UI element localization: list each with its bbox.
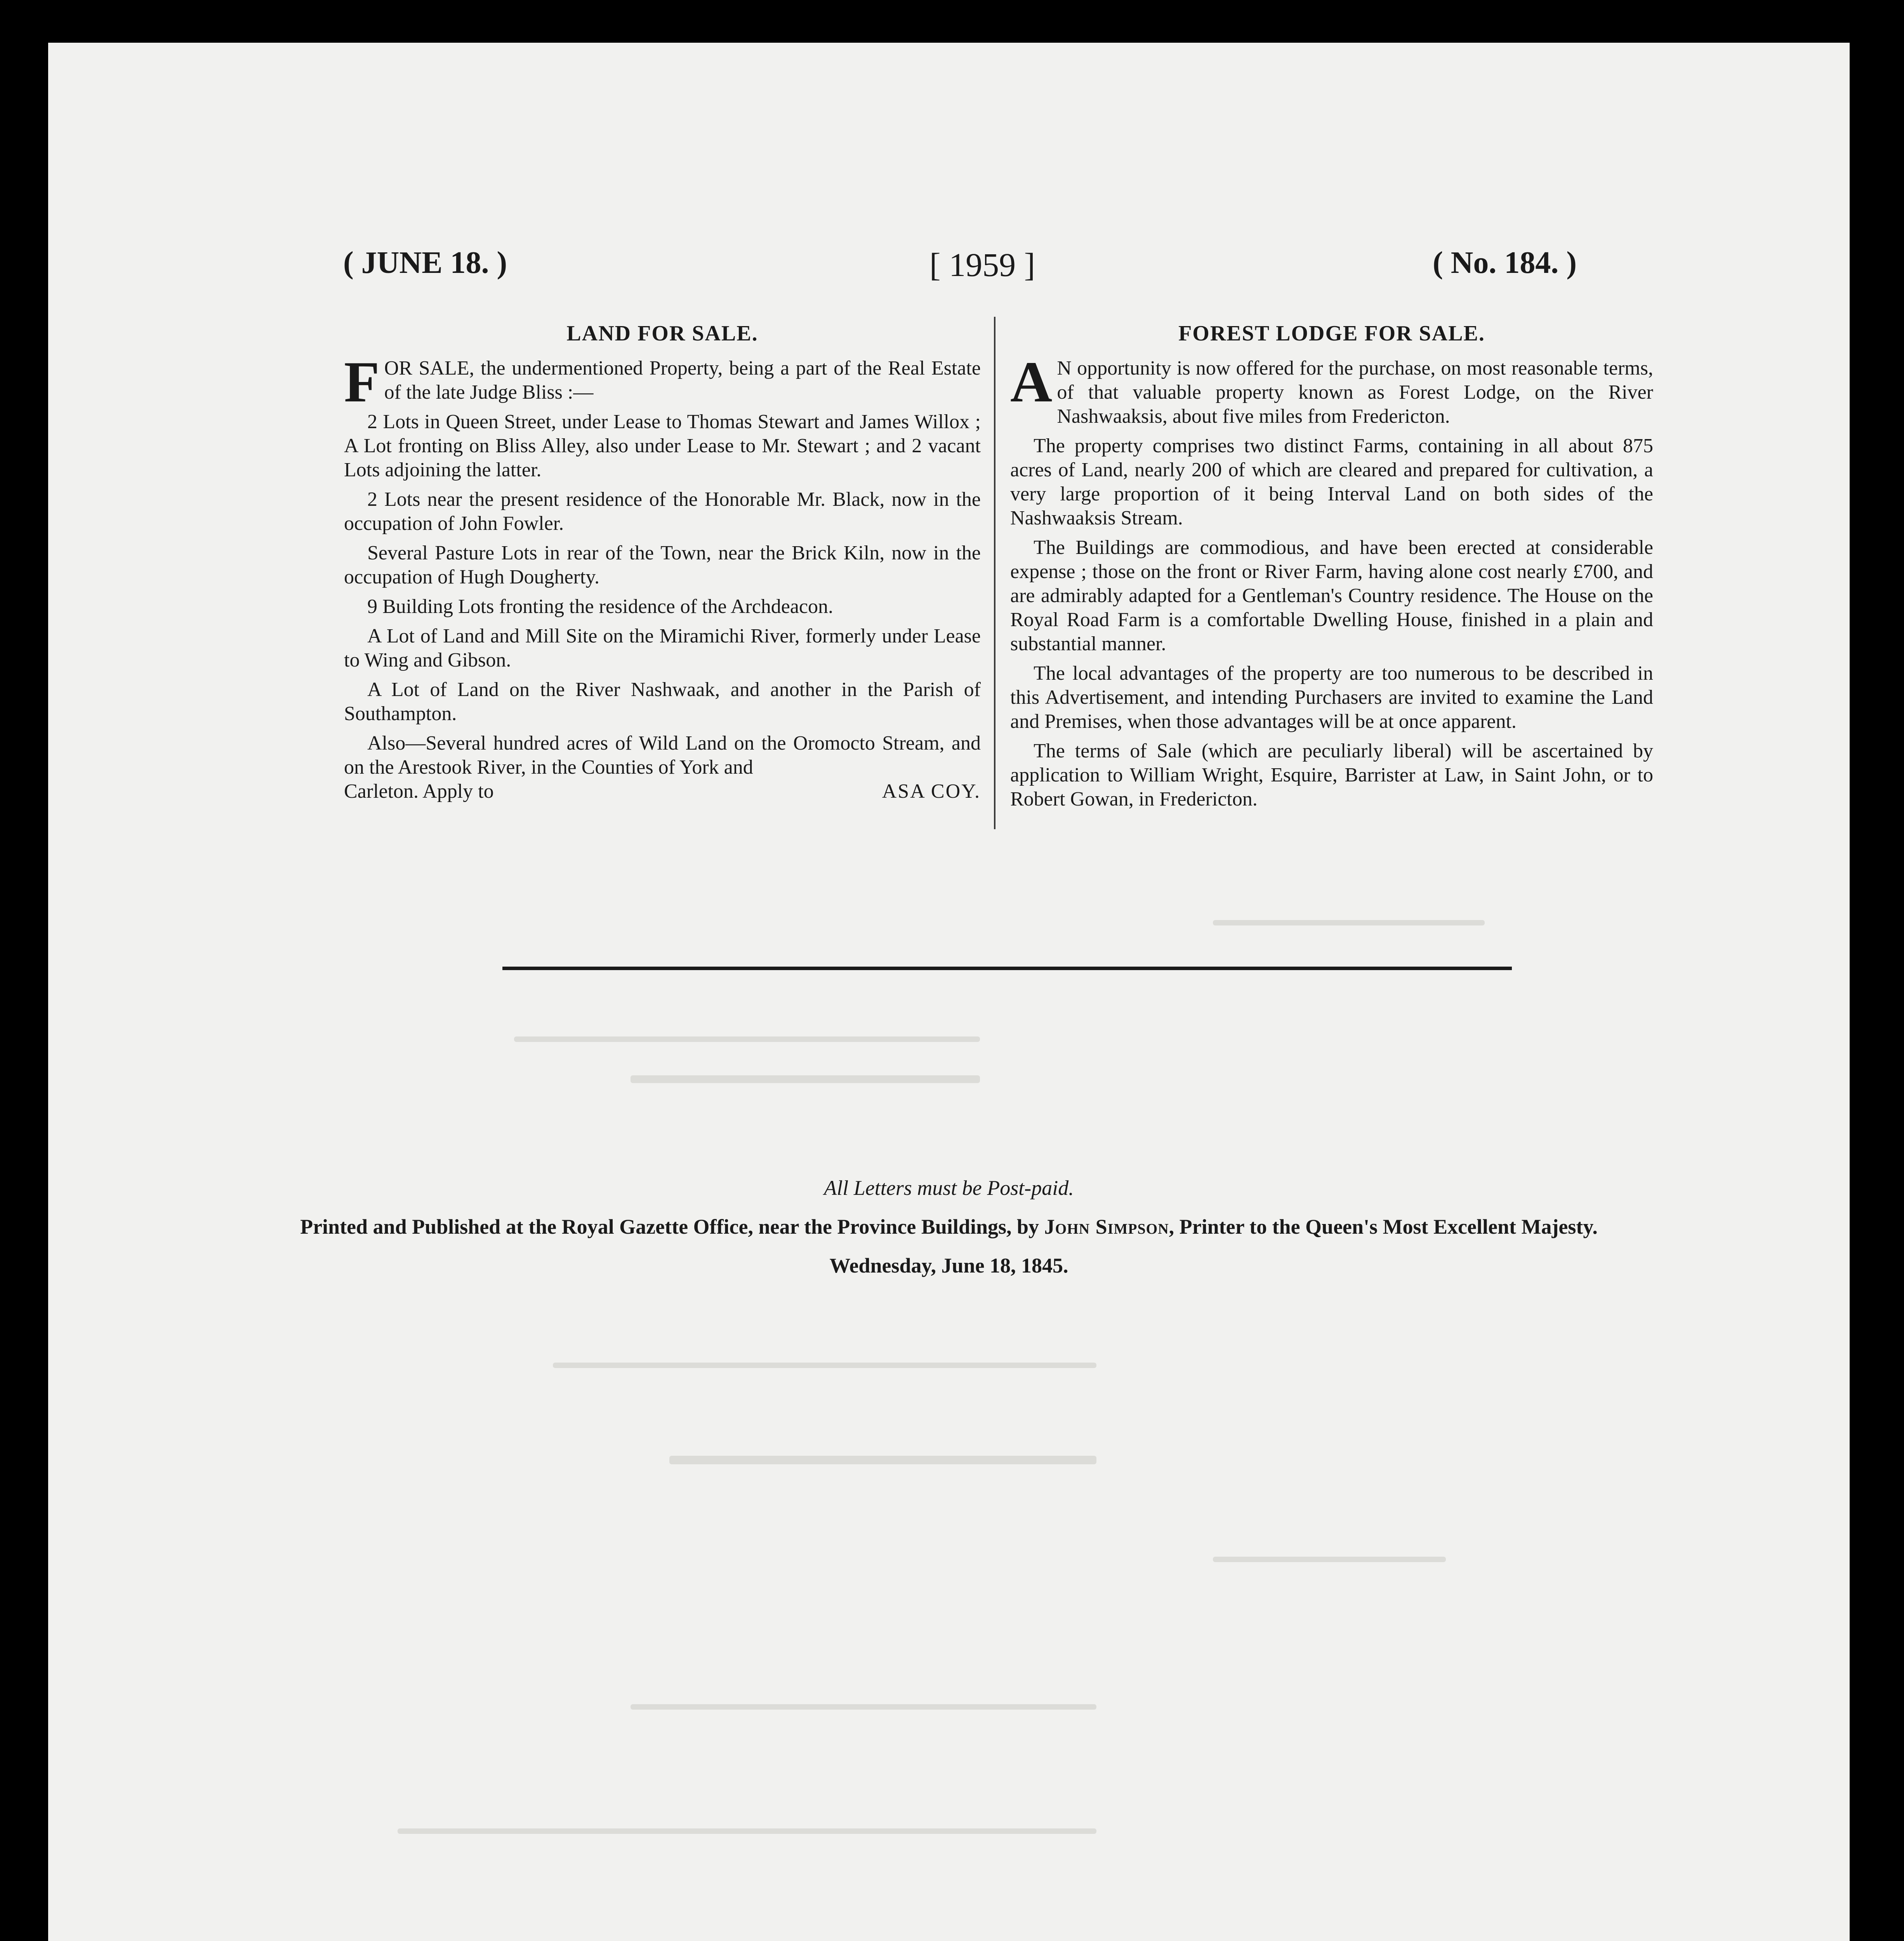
advertisement-title: FOREST LODGE FOR SALE. [1178, 321, 1485, 345]
closing-text: Carleton. Apply to [344, 780, 494, 802]
bleed-through-texture [398, 1828, 1096, 1834]
bleed-through-texture [553, 1363, 1096, 1368]
intro-text: OR SALE, the undermentioned Property, being a part of the Real Estate of the late Judge Bliss :— [384, 357, 981, 403]
bleed-through-texture [631, 1075, 980, 1083]
postage-notice: All Letters must be Post-paid. [824, 1176, 1074, 1200]
also-paragraph: Also—Several hundred acres of Wild Land on the Oromocto Stream, and on the Arestook River, in the Counties of York and [344, 732, 981, 778]
gazette-page [48, 43, 1850, 1941]
description-paragraph: The property comprises two distinct Farms, containing in all about 875 acres of Land, nearly 200 of which are cleared and prepared for cultivation, a very large proportion of it being Interval Land on both sides of the Nashwaaksis Stream. [1010, 435, 1653, 529]
advertisement-title: LAND FOR SALE. [566, 321, 758, 345]
bleed-through-texture [1213, 920, 1485, 925]
property-item: 2 Lots near the present residence of the Honorable Mr. Black, now in the occupation of John Fowler. [344, 488, 981, 535]
column-divider [994, 317, 995, 829]
drop-cap: F [344, 350, 380, 414]
advertisement-intro [1010, 350, 1653, 429]
page-header [48, 245, 1850, 292]
drop-cap: A [1010, 350, 1053, 414]
printer-name: John Simpson [1044, 1215, 1169, 1238]
signoff-line [344, 780, 981, 804]
bleed-through-texture [631, 1704, 1096, 1710]
land-for-sale-advertisement [344, 321, 981, 804]
advertisement-intro [344, 350, 981, 414]
description-paragraph: The local advantages of the property are too numerous to be described in this Advertisement, and intending Purchasers are invited to examine the Land and Premises, when those advantages will be at once apparent. [1010, 662, 1653, 733]
description-paragraph: The Buildings are commodious, and have been erected at considerable expense ; those on the front or River Farm, having alone cost nearly £700, and are admirably adapted for a Gentleman's Country residence. The House on the Royal Road Farm is a comfortable Dwelling House, finished in a plain and substantial manner. [1010, 536, 1653, 655]
signatory: ASA COY. [882, 780, 981, 802]
publication-date: Wednesday, June 18, 1845. [829, 1254, 1068, 1277]
intro-text: N opportunity is now offered for the purchase, on most reasonable terms, of that valuable property known as Forest Lodge, on the River Nashwaaksis, about five miles from Fredericton. [1057, 357, 1653, 427]
bleed-through-texture [514, 1036, 980, 1042]
imprint-text: Printed and Published at the Royal Gazette Office, near the Province Buildings, by [300, 1215, 1039, 1238]
description-paragraph: The terms of Sale (which are peculiarly liberal) will be ascertained by application to William Wright, Esquire, Barrister at Law, in Saint John, or to Robert Gowan, in Fredericton. [1010, 740, 1653, 810]
issue-date: ( JUNE 18. ) [343, 246, 507, 280]
property-item: A Lot of Land on the River Nashwaak, and another in the Parish of Southampton. [344, 679, 981, 725]
property-item: 9 Building Lots fronting the residence of the Archdeacon. [367, 595, 834, 618]
property-item: 2 Lots in Queen Street, under Lease to Thomas Stewart and James Willox ; A Lot fronting on Bliss Alley, also under Lease to Mr. Stewart ; and 2 vacant Lots adjoining the latter. [344, 411, 981, 481]
forest-lodge-advertisement [1010, 321, 1653, 817]
colophon [281, 1168, 1617, 1285]
imprint-text: , Printer to the Queen's Most Excellent Majesty. [1169, 1215, 1598, 1238]
issue-number: ( No. 184. ) [1433, 246, 1577, 280]
printer-imprint [281, 1207, 1617, 1246]
property-item: A Lot of Land and Mill Site on the Miramichi River, formerly under Lease to Wing and Gibson. [344, 625, 981, 671]
page-number: [ 1959 ] [929, 246, 1035, 283]
property-item: Several Pasture Lots in rear of the Town, near the Brick Kiln, now in the occupation of Hugh Dougherty. [344, 542, 981, 588]
bleed-through-texture [669, 1456, 1096, 1464]
bleed-through-texture [1213, 1557, 1446, 1562]
horizontal-rule [502, 967, 1512, 970]
